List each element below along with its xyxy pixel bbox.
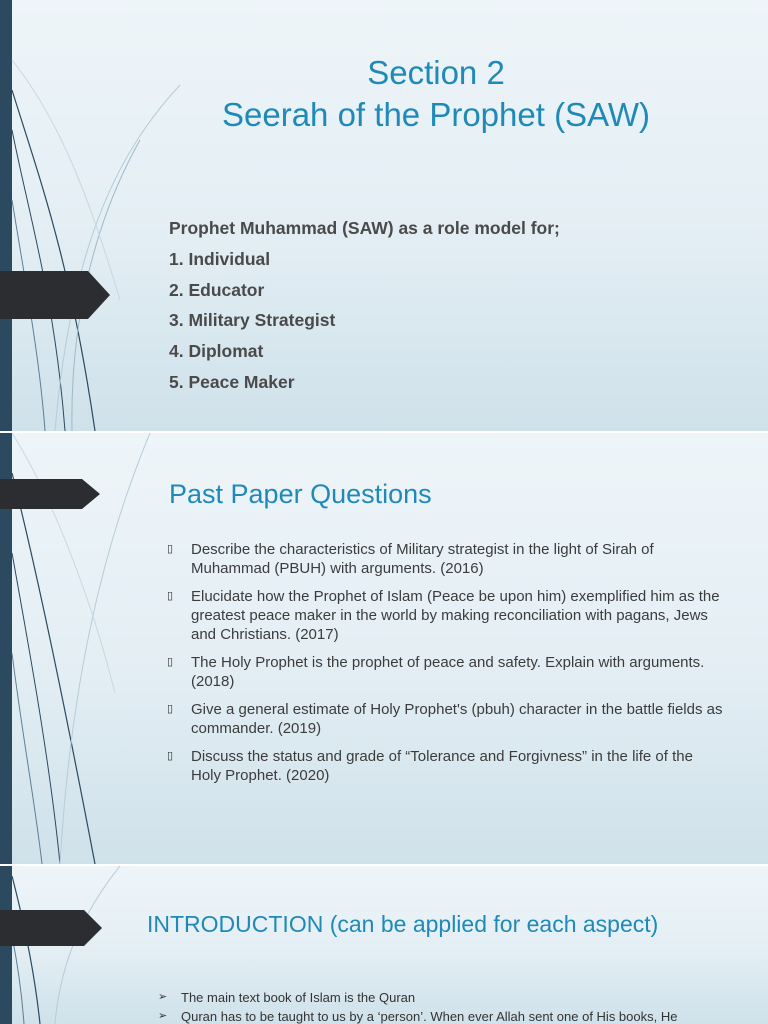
question-text: The Holy Prophet is the prophet of peace and safety. Explain with arguments. (2018) [191, 654, 705, 690]
arrow-tab [0, 271, 110, 319]
list-item: 3. Military Strategist [169, 310, 336, 331]
bullet-icon: ▯ [167, 543, 174, 555]
role-model-list [169, 213, 560, 398]
arrow-bullet-icon: ➢ [158, 1010, 168, 1022]
arrow-tab [0, 479, 100, 509]
question-list [167, 540, 727, 794]
list-item: 2. Educator [169, 279, 265, 300]
list-item: 1. Individual [169, 248, 271, 269]
list-item [167, 653, 727, 691]
list-item [167, 747, 727, 785]
slide-left-bar [0, 0, 12, 431]
slide-section-2 [0, 0, 768, 431]
question-text: Elucidate how the Prophet of Islam (Peace be upon him) exemplified him as the greatest peace maker in the world by making reconciliation with pagans, Jews and Christians. (2017) [191, 588, 720, 643]
question-text: Discuss the status and grade of “Tolerance and Forgivness” in the life of the Holy Prophet. (2020) [191, 748, 693, 784]
bullet-icon: ▯ [167, 656, 174, 668]
title-line-seerah: Seerah of the Prophet (SAW) [222, 96, 650, 133]
list-item: 5. Peace Maker [169, 371, 295, 392]
bullet-icon: ▯ [167, 590, 174, 602]
list-item-text: Quran has to be taught to us by a ‘person’. When ever Allah sent one of His books, He [181, 1009, 678, 1024]
slide-title: INTRODUCTION (can be applied for each aspect) [147, 911, 659, 937]
slide-title [100, 52, 768, 136]
title-line-section: Section 2 [367, 54, 505, 91]
introduction-list [158, 988, 758, 1024]
list-item [167, 587, 727, 644]
slide-introduction [0, 866, 768, 1024]
bullet-icon: ▯ [167, 750, 174, 762]
list-item [167, 540, 727, 578]
role-model-intro: Prophet Muhammad (SAW) as a role model for; [169, 218, 560, 238]
list-item [158, 988, 758, 1007]
question-text: Give a general estimate of Holy Prophet's (pbuh) character in the battle fields as commander. (2019) [191, 701, 723, 737]
arrow-bullet-icon: ➢ [158, 991, 168, 1003]
question-text: Describe the characteristics of Military strategist in the light of Sirah of Muhammad (PBUH) with arguments. (2016) [191, 541, 654, 577]
bullet-icon: ▯ [167, 703, 174, 715]
list-item [158, 1007, 758, 1024]
arrow-tab [0, 910, 102, 946]
list-item-text: The main text book of Islam is the Quran [181, 990, 416, 1005]
slide-title: Past Paper Questions [169, 479, 432, 509]
list-item [167, 700, 727, 738]
slide-past-paper-questions [0, 433, 768, 864]
list-item: 4. Diplomat [169, 341, 264, 362]
